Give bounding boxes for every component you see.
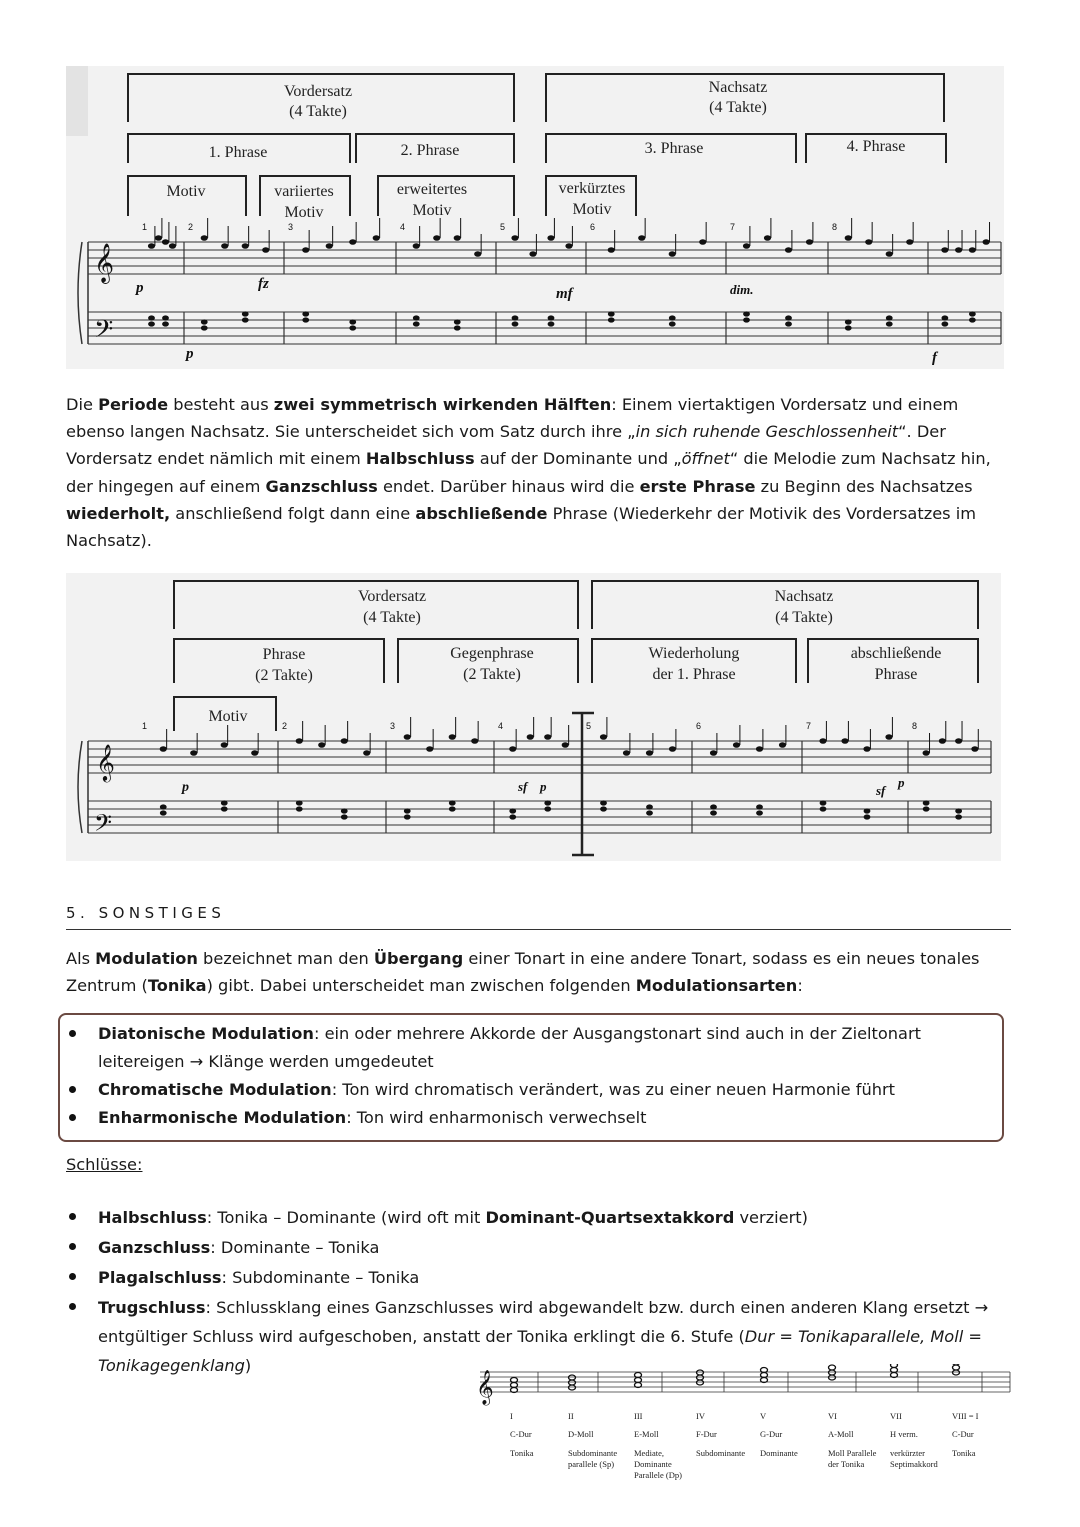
note-head bbox=[608, 317, 615, 322]
note-head bbox=[474, 251, 481, 257]
note-head bbox=[819, 738, 826, 744]
note-head bbox=[296, 800, 303, 805]
note-head bbox=[646, 804, 653, 809]
note-head bbox=[169, 243, 176, 249]
note-head bbox=[906, 239, 913, 245]
note-head bbox=[923, 750, 930, 756]
note-head bbox=[756, 746, 763, 752]
scale-function: Subdominante bbox=[568, 1448, 618, 1458]
note-head bbox=[600, 806, 607, 811]
note-head bbox=[820, 806, 827, 811]
note-head bbox=[449, 806, 456, 811]
note-head bbox=[544, 800, 551, 805]
dyn-p-bass: p bbox=[186, 346, 194, 362]
note-head bbox=[886, 321, 893, 326]
note-head bbox=[413, 321, 420, 326]
label-vordersatz-len-2: (4 Takte) bbox=[363, 609, 421, 626]
list-item: Ganzschluss: Dominante – Tonika bbox=[66, 1233, 1016, 1263]
note-head bbox=[512, 315, 519, 320]
schluesse-title: Schlüsse: bbox=[66, 1155, 143, 1174]
note-head bbox=[349, 325, 356, 330]
measure-number: 2 bbox=[188, 222, 194, 232]
note-head bbox=[404, 814, 411, 819]
label-vordersatz-len: (4 Takte) bbox=[289, 103, 347, 120]
note-head bbox=[785, 321, 792, 326]
scale-degree: II bbox=[568, 1411, 574, 1421]
scale-function: Dominante bbox=[760, 1448, 798, 1458]
note-head bbox=[160, 804, 167, 809]
scale-function: verkürzter bbox=[890, 1448, 925, 1458]
note-head bbox=[404, 808, 411, 813]
note-head bbox=[433, 235, 440, 241]
measure-number: 6 bbox=[696, 721, 702, 731]
paragraph-modulation: Als Modulation bezeichnet man den Übergang einer Tonart in eine andere Tonart, sodass es ein neues tonales Zentrum (Tonika) gibt. Dabei unterscheidet man zwischen folgenden Modulationsarten: bbox=[66, 949, 980, 995]
note-head bbox=[262, 247, 269, 253]
scale-function: Tonika bbox=[952, 1448, 976, 1458]
note-head bbox=[529, 251, 536, 257]
note-head bbox=[969, 247, 976, 253]
note-head bbox=[162, 315, 169, 320]
marker-line bbox=[572, 713, 594, 855]
chord-note bbox=[697, 1370, 704, 1375]
scale-degree: VI bbox=[828, 1411, 837, 1421]
label-vordersatz: Vordersatz bbox=[283, 83, 353, 100]
scale-function: der Tonika bbox=[828, 1459, 865, 1469]
chord-note bbox=[953, 1365, 960, 1370]
note-head bbox=[886, 315, 893, 320]
note-head bbox=[413, 243, 420, 249]
treble-clef-icon: 𝄞 bbox=[94, 243, 115, 283]
note-head bbox=[454, 235, 461, 241]
label-variiertes: variiertes bbox=[274, 183, 334, 200]
paragraph-periode: Die Periode besteht aus zwei symmetrisch wirkenden Hälften: Einem viertaktigen Vordersatz und einem ebenso langen Nachsatz. Sie unterscheidet sich vom Satz durch ihre „in sich ruhende Geschlossenheit“. Der Vordersatz endet nämlich mit einem Halbschluss auf der Dominante und „öffnet“ die Melodie zum Nachsatz hin, der hingegen auf einem Ganzschluss endet. Darüber hinaus wird die erste Phrase zu Beginn des Nachsatzes wiederholt, anschließend folgt dann eine abschließende Phrase (Wiederkehr der Motivik des Vordersatzes im Nachsatz). bbox=[66, 395, 991, 551]
measure-number: 8 bbox=[912, 721, 918, 731]
note-head bbox=[845, 319, 852, 324]
label-motiv: Motiv bbox=[166, 183, 206, 200]
note-head bbox=[955, 808, 962, 813]
note-head bbox=[733, 742, 740, 748]
label-wiederholung-2: der 1. Phrase bbox=[652, 666, 736, 683]
label-nachsatz-2: Nachsatz bbox=[774, 588, 834, 605]
label-phrase-2: 2. Phrase bbox=[400, 142, 460, 159]
note-head bbox=[756, 810, 763, 815]
note-head bbox=[969, 317, 976, 322]
note-head bbox=[201, 235, 208, 241]
note-head bbox=[941, 315, 948, 320]
dyn-f: f bbox=[932, 350, 937, 366]
scale-function: Parallele (Dp) bbox=[634, 1470, 682, 1480]
list-item: Trugschluss: Schlussklang eines Ganzschlusses wird abgewandelt bzw. durch einen anderen Klang ersetzt → entgültiger Schluss wird aufgeschoben, anstatt der Tonika erklingt die 6. Stufe (Dur = Tonikaparallele, Moll = Tonikagegenklang) bbox=[66, 1293, 1016, 1380]
note-head bbox=[845, 325, 852, 330]
note-head bbox=[242, 311, 249, 316]
dyn-dim: dim. bbox=[730, 282, 754, 297]
note-head bbox=[454, 325, 461, 330]
dyn-sf-2: sf bbox=[876, 783, 886, 798]
note-head bbox=[302, 317, 309, 322]
note-head bbox=[318, 742, 325, 748]
note-head bbox=[162, 239, 169, 245]
note-head bbox=[669, 321, 676, 326]
note-head bbox=[923, 806, 930, 811]
scale-degree: III bbox=[634, 1411, 643, 1421]
label-gegenphrase-len: (2 Takte) bbox=[463, 666, 521, 683]
note-head bbox=[779, 742, 786, 748]
scale-function: Dominante bbox=[634, 1459, 672, 1469]
note-head bbox=[600, 800, 607, 805]
note-head bbox=[820, 800, 827, 805]
note-head bbox=[148, 321, 155, 326]
note-head bbox=[608, 311, 615, 316]
list-item: Enharmonische Modulation: Ton wird enharmonisch verwechselt bbox=[66, 1104, 991, 1132]
note-head bbox=[251, 750, 258, 756]
score1-staves bbox=[78, 242, 1001, 344]
scale-function: Moll Parallele bbox=[828, 1448, 877, 1458]
note-head bbox=[349, 239, 356, 245]
bass-clef-icon: 𝄢 bbox=[94, 809, 113, 842]
note-head bbox=[302, 311, 309, 316]
measure-number: 4 bbox=[498, 721, 504, 731]
scale-key: D-Moll bbox=[568, 1429, 594, 1439]
chord-note bbox=[829, 1365, 836, 1370]
note-head bbox=[544, 734, 551, 740]
dyn-p-3: p bbox=[898, 775, 905, 790]
note-head bbox=[544, 806, 551, 811]
note-head bbox=[296, 738, 303, 744]
label-vordersatz-2: Vordersatz bbox=[357, 588, 427, 605]
label-verkuerztes: verkürztes bbox=[558, 180, 626, 197]
label-phrase-3: 3. Phrase bbox=[644, 140, 704, 157]
label-gegenphrase: Gegenphrase bbox=[450, 645, 534, 662]
measure-number: 6 bbox=[590, 222, 596, 232]
chord-note bbox=[697, 1380, 704, 1385]
chord-note bbox=[953, 1370, 960, 1375]
label-phrase-1: 1. Phrase bbox=[208, 144, 268, 161]
note-head bbox=[955, 247, 962, 253]
scale-key: H verm. bbox=[890, 1429, 918, 1439]
note-head bbox=[296, 806, 303, 811]
note-head bbox=[221, 806, 228, 811]
scale-key: A-Moll bbox=[828, 1429, 854, 1439]
note-head bbox=[404, 734, 411, 740]
note-head bbox=[326, 243, 333, 249]
note-head bbox=[955, 738, 962, 744]
note-head bbox=[756, 804, 763, 809]
note-head bbox=[242, 317, 249, 322]
note-head bbox=[413, 315, 420, 320]
scale-key: F-Dur bbox=[696, 1429, 717, 1439]
note-head bbox=[471, 738, 478, 744]
bass-clef-icon: 𝄢 bbox=[94, 315, 114, 350]
scale-degree: V bbox=[760, 1411, 767, 1421]
note-head bbox=[373, 235, 380, 241]
note-head bbox=[941, 321, 948, 326]
note-head bbox=[646, 750, 653, 756]
note-head bbox=[841, 738, 848, 744]
note-head bbox=[201, 325, 208, 330]
note-head bbox=[449, 734, 456, 740]
scale-degree: VII bbox=[890, 1411, 902, 1421]
note-head bbox=[547, 235, 554, 241]
label-erweitertes-motiv: Motiv bbox=[412, 202, 452, 219]
note-head bbox=[527, 734, 534, 740]
scale-key: C-Dur bbox=[952, 1429, 974, 1439]
label-variiertes-motiv: Motiv bbox=[284, 204, 324, 221]
note-head bbox=[710, 804, 717, 809]
note-head bbox=[864, 808, 871, 813]
note-head bbox=[512, 321, 519, 326]
note-head bbox=[548, 321, 555, 326]
measure-number: 1 bbox=[142, 222, 148, 232]
note-head bbox=[764, 235, 771, 241]
section-divider bbox=[66, 929, 1011, 930]
note-head bbox=[743, 243, 750, 249]
measure-number: 7 bbox=[806, 721, 812, 731]
note-head bbox=[941, 247, 948, 253]
note-head bbox=[148, 315, 155, 320]
note-head bbox=[363, 750, 370, 756]
note-head bbox=[562, 742, 569, 748]
label-nachsatz-len: (4 Takte) bbox=[709, 99, 767, 116]
label-erweitertes: erweitertes bbox=[396, 181, 468, 198]
note-head bbox=[548, 315, 555, 320]
measure-number: 5 bbox=[500, 222, 506, 232]
score2-notes bbox=[160, 717, 979, 820]
note-head bbox=[969, 311, 976, 316]
measure-number: 1 bbox=[142, 721, 148, 731]
note-head bbox=[669, 315, 676, 320]
label-wiederholung: Wiederholung bbox=[648, 645, 740, 662]
note-head bbox=[863, 746, 870, 752]
note-head bbox=[341, 814, 348, 819]
note-head bbox=[600, 734, 607, 740]
note-head bbox=[743, 311, 750, 316]
measure-number: 3 bbox=[390, 721, 396, 731]
note-head bbox=[955, 814, 962, 819]
note-head bbox=[785, 247, 792, 253]
treble-clef-icon: 𝄞 bbox=[476, 1370, 494, 1405]
note-head bbox=[983, 239, 990, 245]
label-phrase-len: (2 Takte) bbox=[255, 667, 313, 684]
note-head bbox=[449, 800, 456, 805]
note-head bbox=[710, 810, 717, 815]
measure-number: 7 bbox=[730, 222, 736, 232]
score-image-periode bbox=[66, 573, 1001, 861]
scale-function: Septimakkord bbox=[890, 1459, 938, 1469]
chord-note bbox=[829, 1375, 836, 1380]
scale-key: E-Moll bbox=[634, 1429, 659, 1439]
note-head bbox=[638, 235, 645, 241]
measure-number: 2 bbox=[282, 721, 288, 731]
dyn-p: p bbox=[136, 280, 144, 296]
note-head bbox=[509, 814, 516, 819]
dyn-sf: sf bbox=[518, 779, 528, 794]
scale-key: G-Dur bbox=[760, 1429, 783, 1439]
label-phrase: Phrase bbox=[262, 646, 306, 663]
note-head bbox=[242, 243, 249, 249]
note-head bbox=[886, 251, 893, 257]
note-head bbox=[511, 235, 518, 241]
section-heading: 5. SONSTIGES bbox=[66, 904, 226, 922]
note-head bbox=[509, 746, 516, 752]
scale-function: Tonika bbox=[510, 1448, 534, 1458]
note-head bbox=[608, 247, 615, 253]
note-head bbox=[623, 750, 630, 756]
schluesse-list bbox=[66, 1203, 1016, 1380]
note-head bbox=[221, 800, 228, 805]
chord-note bbox=[891, 1364, 898, 1368]
note-head bbox=[162, 321, 169, 326]
score2-staves bbox=[78, 741, 991, 833]
note-head bbox=[160, 810, 167, 815]
note-head bbox=[646, 810, 653, 815]
note-head bbox=[221, 742, 228, 748]
treble-clef-icon: 𝄞 bbox=[96, 743, 115, 781]
scale-degree: I bbox=[510, 1411, 513, 1421]
note-head bbox=[155, 235, 162, 241]
note-head bbox=[699, 239, 706, 245]
note-head bbox=[669, 746, 676, 752]
note-head bbox=[669, 251, 676, 257]
note-head bbox=[865, 239, 872, 245]
dyn-p-2: p bbox=[540, 779, 547, 794]
chord-note bbox=[953, 1364, 960, 1365]
note-head bbox=[509, 808, 516, 813]
note-head bbox=[710, 750, 717, 756]
note-head bbox=[743, 317, 750, 322]
note-head bbox=[302, 247, 309, 253]
chord-note bbox=[829, 1370, 836, 1375]
note-head bbox=[426, 746, 433, 752]
list-item: Plagalschluss: Subdominante – Tonika bbox=[66, 1263, 1016, 1293]
measure-number: 5 bbox=[586, 721, 592, 731]
chord-note bbox=[697, 1375, 704, 1380]
score-image-satz bbox=[66, 66, 1004, 369]
list-item: Chromatische Modulation: Ton wird chromatisch verändert, was zu einer neuen Harmonie führt bbox=[66, 1076, 991, 1104]
scale-function: parallele (Sp) bbox=[568, 1459, 615, 1469]
note-head bbox=[349, 319, 356, 324]
note-head bbox=[785, 315, 792, 320]
note-head bbox=[341, 738, 348, 744]
note-head bbox=[885, 734, 892, 740]
note-head bbox=[221, 243, 228, 249]
note-head bbox=[454, 319, 461, 324]
label-abschliessende: abschließende bbox=[850, 645, 942, 662]
list-item: Diatonische Modulation: ein oder mehrere Akkorde der Ausgangstonart sind auch in der Zieltonart leitereigen → Klänge werden umgedeutet bbox=[66, 1020, 991, 1076]
scale-key: C-Dur bbox=[510, 1429, 532, 1439]
scale-degree: VIII = I bbox=[952, 1411, 979, 1421]
modulation-list bbox=[66, 1020, 991, 1132]
label-motiv-2: Motiv bbox=[208, 708, 248, 725]
scale-function: Mediate, bbox=[634, 1448, 664, 1458]
note-head bbox=[864, 814, 871, 819]
scale-function: Subdominante bbox=[696, 1448, 746, 1458]
label-verkuerztes-motiv: Motiv bbox=[572, 201, 612, 218]
note-head bbox=[565, 243, 572, 249]
label-nachsatz: Nachsatz bbox=[708, 79, 768, 96]
dyn-p: p bbox=[182, 780, 189, 795]
dyn-fz: fz bbox=[258, 276, 269, 292]
note-head bbox=[939, 738, 946, 744]
note-head bbox=[845, 235, 852, 241]
scale-degrees-figure bbox=[472, 1364, 1012, 1494]
measure-number: 4 bbox=[400, 222, 406, 232]
chord-note bbox=[569, 1385, 576, 1390]
note-head bbox=[971, 746, 978, 752]
label-phrase-4: 4. Phrase bbox=[846, 138, 906, 155]
note-head bbox=[806, 239, 813, 245]
note-head bbox=[923, 800, 930, 805]
note-head bbox=[201, 319, 208, 324]
measure-number: 3 bbox=[288, 222, 294, 232]
chord-note bbox=[569, 1380, 576, 1385]
note-head bbox=[148, 243, 155, 249]
chord-note bbox=[569, 1375, 576, 1380]
note-head bbox=[160, 746, 167, 752]
measure-number: 8 bbox=[832, 222, 838, 232]
label-abschliessende-phrase: Phrase bbox=[874, 666, 918, 683]
dyn-mf: mf bbox=[556, 286, 573, 302]
label-nachsatz-len-2: (4 Takte) bbox=[775, 609, 833, 626]
list-item: Halbschluss: Tonika – Dominante (wird oft mit Dominant-Quartsextakkord verziert) bbox=[66, 1203, 1016, 1233]
scale-degree: IV bbox=[696, 1411, 705, 1421]
note-head bbox=[190, 750, 197, 756]
note-head bbox=[341, 808, 348, 813]
